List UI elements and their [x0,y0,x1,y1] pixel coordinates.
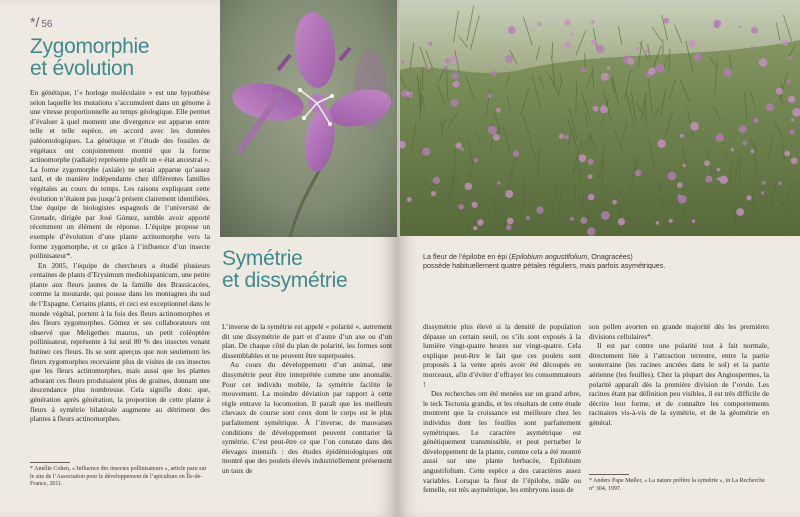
paragraph: En 2005, l’équipe de chercheurs a étudié plusieurs centaines de plants d’Erysimum mediohispanicum, une petite plante aux fleurs jaunes de la famille des Brassicacées, comme la moutarde, qui pousse dans les montagnes du sud de l’Espagne. Certains plants, et ceci est exceptionnel dans le monde végétal, portent à la fois des fleurs actinomorphes et des fleurs zygomorphes. Gómez et ses collaborateurs ont observé que Meligethes maurus, un petit coléoptère pollinisateur, représente à lui seul 80 % des insectes venant butiner ces fleurs. Ils se sont aperçus que non seulement les fleurs zygomorphes recevaient plus de visites de ces insectes que les fleurs actinomorphes, mais aussi que les plantes arborant ces fleurs produisaient plus de graines, donnant une descendance plus nombreuse. Cela signifie donc que, génération après génération, la proportion de cette plante à fleurs à symétrie bilatérale augmente au détriment des plantes à fleurs actinomorphes. [30,260,210,424]
page-number: */ 56 [30,14,53,30]
paragraph: En génétique, l’« horloge moléculaire » est une hypothèse selon laquelle les mutations s’accumulent dans un génome à une vitesse proportionnelle au temps géologique. Elle permet d’évaluer à quel moment une divergence est apparue entre telle et telle espèce, en accord avec les données paléontologiques. La génétique et l’étude des fossiles de végétaux ont conjointement montré que la forme actinomorphe (radiale) représente plutôt un « état ancestral ». La forme zygomorphe (axiale) ne serait apparue qu’assez tard, et de manière indépendante chez différentes familles végétales au cours du temps. Les raisons expliquant cette évolution n’étaient pas jusqu’à présent clairement identifiées. Une équipe de biologistes espagnols de l’université de Grenade, dirigée par José Gómez, semble avoir apporté récemment un élément de réponse. L’équipe propose un exemple d’évolution d’une plante actinomorphe vers la forme zygomorphe, et ce grâce à l’influence d’un insecte pollinisateur*. [30,88,210,261]
paragraph: Au cours du développement d’un animal, une dissymétrie peut être interprétée comme une anomalie. Pour cet individu mobile, la symétrie facilite le mouvement. La moindre déviation par rapport à cette règle entrave la locomotion. Il paraît que les meilleurs chevaux de course sont ceux dont le corps est le plus parfaitement symétrique. À l’inverse, de mauvaises conditions de développement peuvent contrarier la symétrie. C’est peut-être ce que l’on constate dans des élevages intensifs : des études épidémiologiques ont montré que des poulets élevés industriellement présentent un taux de [222,360,392,475]
photo-caption: La fleur de l’épilobe en épi (Epilobium angustifolium, Onagracées) possède habituellement quatre pétales réguliers, mais parfois asymétriques. [423,252,666,271]
footnote: * Amélie Cohen, « Influence des insectes pollinisateurs », article paru sur le site de l’Association pour le développement de l’apiculture en Île-de-France, 2011. [30,466,207,487]
asterisk-slash-icon: */ [30,14,40,30]
paragraph: Des recherches ont été menées sur un grand arbre, le teck Tectonia grandis, et les résultats de cette étude montrent que la croissance est meilleure chez les individus dont les feuilles sont parfaitement symétriques. Le caractère asymétrique est génétiquement transmissible, et peut perturber le développement de la plante, comme cela a été montré aussi sur une plante herbacée, Epilobium angustifolium. Cette espèce a des caractères assez variables. Lorsque la fleur de l’épilobe, mâle ou femelle, est très asymétrique, les embryons issus de [423,389,581,495]
footnote-rule [589,474,629,475]
flower-photo [220,0,397,237]
column-3 [423,322,581,507]
left-page [0,0,397,517]
paragraph: son pollen avorten en grande majorité dès les premières divisions cellulaires*. [589,322,769,341]
right-page [397,0,800,517]
paragraph: L’inverse de la symétrie est appelé « polarité », autrement dit une dissymétrie de part et d’autre d’un axe ou d’un plan. De chaque côté du plan de polarité, les formes sont dissemblables et ne peuvent être superposées. [222,322,392,360]
heading-symetrie: Symétrie et dissymétrie [222,247,348,293]
column-1 [30,88,210,453]
paragraph: dissymétrie plus élevé si la densité de population dépasse un certain seuil, ou s’ils sont exposés à la lumière vingt-quatre heures sur vingt-quatre. Cela explique peut-être le fait que ces poulets sont proposés à la vente après avoir été découpés en morceaux, afin d’éviter d’effrayer les consommateurs ! [423,322,581,389]
column-2 [222,322,392,507]
heading-zygomorphie: Zygomorphie et évolution [30,35,150,81]
field-photo [400,0,800,236]
column-4 [589,322,769,472]
paragraph: Il est par contre une polarité tout à fait normale, directement liée à l’attraction terrestre, entre la partie souterraine (les racines ancrées dans le sol) et la partie aérienne (les feuilles). Chez la plupart des Angiospermes, la polarité apparaît dès la première division de l’ovule. Les racines étant par définition peu visibles, il est très difficile de décrire leur forme, et de connaître les comportements racinaires vis-à-vis de la symétrie, et de la géométrie en général. [589,341,769,427]
footnote-rule [30,462,70,463]
footnote: * Anders Pape Møller, « La nature préfère la symétrie », in La Recherche n° 304, 1997. [589,478,765,492]
